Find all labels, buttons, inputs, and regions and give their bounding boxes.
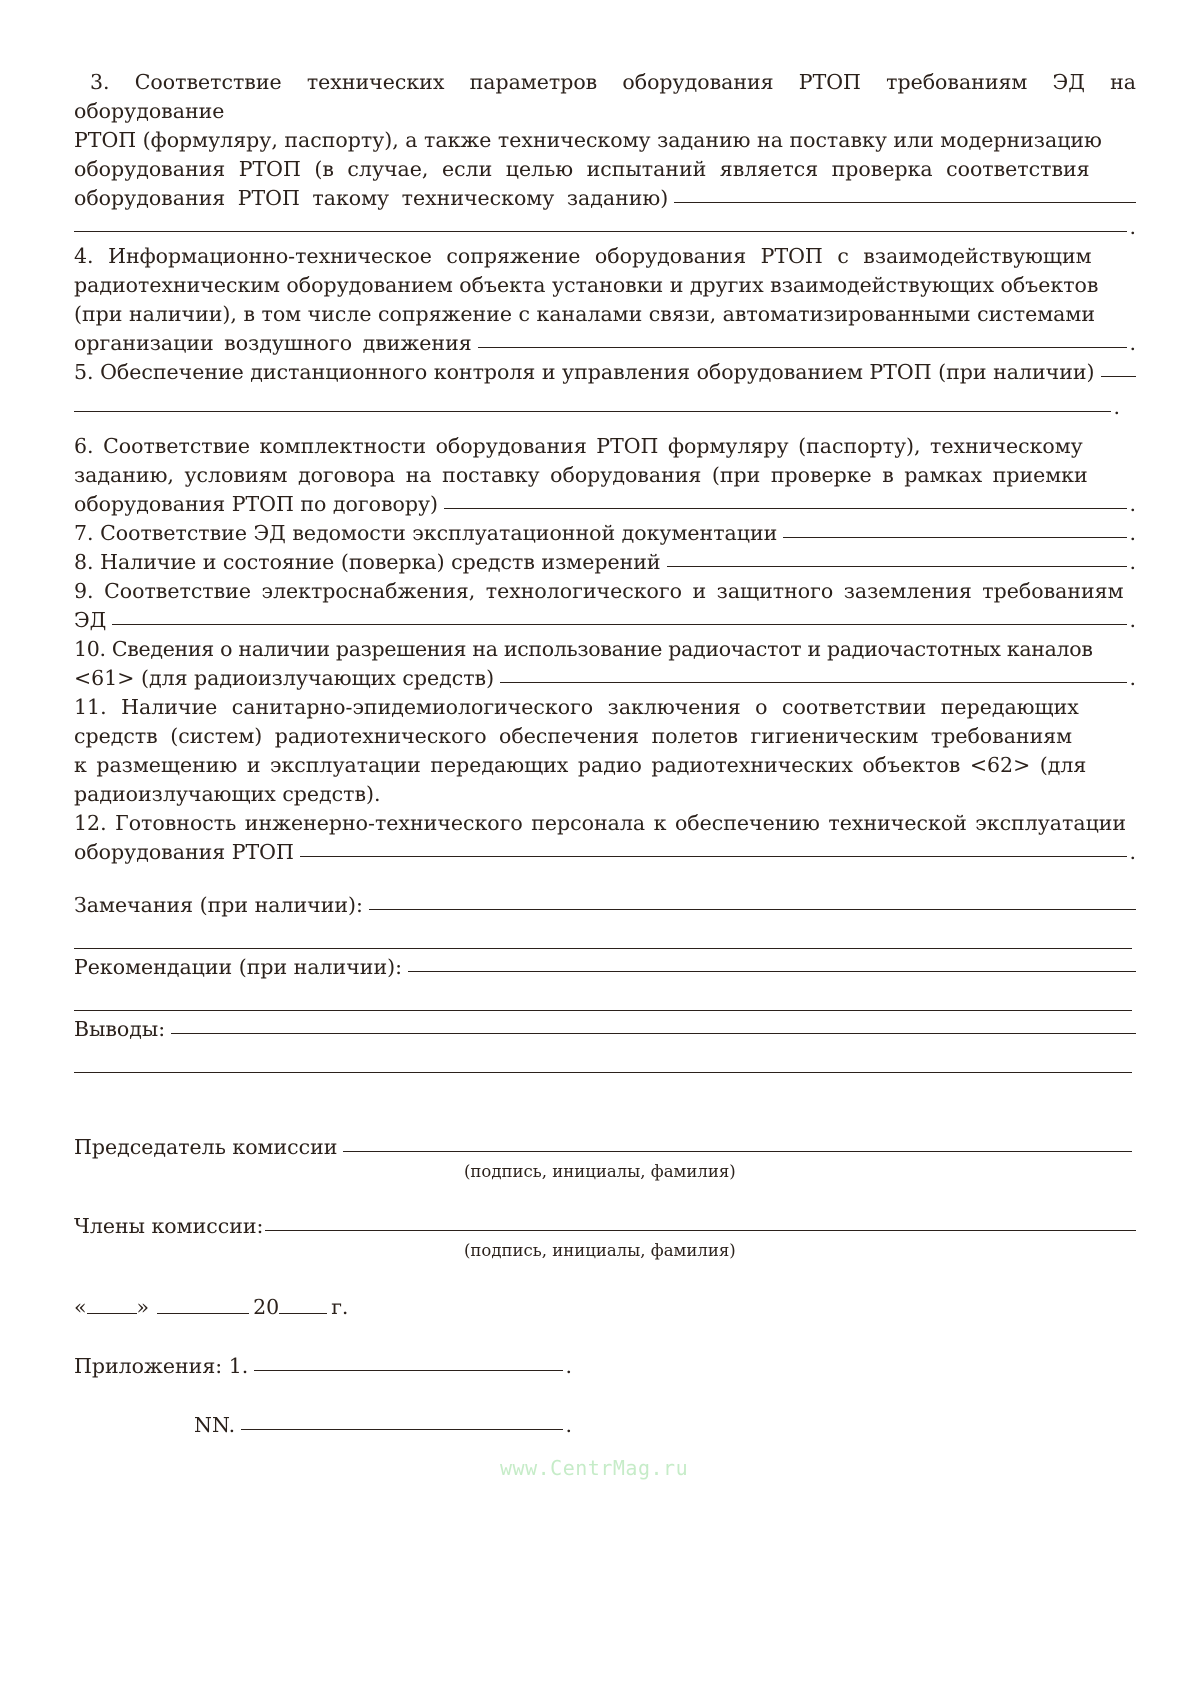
conclusions-field-line-2[interactable] <box>74 1072 1132 1073</box>
item-4-line-2: радиотехническим оборудованием объекта установки и других взаимодействующих объектов <box>74 273 1099 297</box>
item-10-line-1: 10. Сведения о наличии разрешения на использование радиочастот и радиочастотных каналов <box>74 637 1093 661</box>
conclusions-row <box>74 1015 1136 1044</box>
members-signature-field[interactable] <box>265 1230 1136 1231</box>
item-12-fill-row: оборудования РТОП . <box>74 840 1136 864</box>
item-7: 7. Соответствие ЭД ведомости эксплуатационной документации . <box>74 521 1136 545</box>
members-signature <box>74 1212 1136 1261</box>
item-4-fill-row: организации воздушного движения . <box>74 331 1136 355</box>
document-page <box>74 68 1136 1440</box>
item-5-blank[interactable] <box>1101 376 1136 377</box>
item-6-blank[interactable] <box>444 508 1127 509</box>
item-5 <box>74 358 1136 422</box>
item-9-line-1: 9. Соответствие электроснабжения, технологического и защитного заземления требованиям <box>74 579 1124 603</box>
item-4-line-3: (при наличии), в том числе сопряжение с каналами связи, автоматизированными системами <box>74 302 1095 326</box>
item-3-last-text: оборудования РТОП такому техническому заданию) <box>74 186 669 210</box>
item-3-line-3: оборудования РТОП (в случае, если целью испытаний является проверка соответствия <box>74 157 1090 181</box>
item-3-line-2: РТОП (формуляру, паспорту), а также техническому заданию на поставку или модернизацию <box>74 128 1102 152</box>
item-4-blank[interactable] <box>478 347 1128 348</box>
item-3-line-1: 3. Соответствие технических параметров оборудования РТОП требованиям ЭД на оборудование <box>74 70 1136 123</box>
item-6 <box>74 432 1136 519</box>
recommendations-section <box>74 953 1136 1011</box>
item-6-line-1: 6. Соответствие комплектности оборудования РТОП формуляру (паспорту), техническому <box>74 434 1083 458</box>
remarks-row <box>74 891 1136 920</box>
recommendations-row <box>74 953 1136 982</box>
chairman-caption: (подпись, инициалы, фамилия) <box>464 1162 736 1181</box>
item-5-fill-row-2: . <box>74 393 1120 422</box>
recommendations-field-line-2[interactable] <box>74 1010 1132 1011</box>
chairman-signature <box>74 1133 1136 1182</box>
item-12-blank[interactable] <box>300 856 1128 857</box>
members-caption: (подпись, инициалы, фамилия) <box>464 1241 736 1260</box>
remarks-section <box>74 891 1136 949</box>
item-4 <box>74 242 1136 358</box>
item-9-fill-row: ЭД . <box>74 608 1136 632</box>
item-8-blank[interactable] <box>667 566 1128 567</box>
members-label: Члены комиссии: <box>74 1214 264 1238</box>
remarks-field[interactable] <box>369 909 1136 910</box>
recommendations-field[interactable] <box>408 971 1136 972</box>
appendix-1-field[interactable] <box>254 1370 563 1371</box>
item-12 <box>74 809 1136 867</box>
appendix-nn-row: NN. . <box>194 1411 572 1440</box>
item-3 <box>74 68 1136 242</box>
appendix-nn-label: NN. <box>194 1413 236 1437</box>
item-11 <box>74 693 1136 809</box>
item-5-fill-row: 5. Обеспечение дистанционного контроля и управления оборудованием РТОП (при наличии) <box>74 358 1136 387</box>
appendices-label: Приложения: 1. <box>74 1354 249 1378</box>
date-row: « » 20 г. <box>74 1295 349 1319</box>
conclusions-section <box>74 1015 1136 1073</box>
item-3-fill-row-2: . <box>74 213 1136 242</box>
item-10-fill-row: <61> (для радиоизлучающих средств) . <box>74 666 1136 690</box>
conclusions-field[interactable] <box>171 1033 1136 1034</box>
item-11-line-1: 11. Наличие санитарно-эпидемиологического заключения о соответствии передающих <box>74 695 1079 719</box>
date-day-field[interactable] <box>87 1313 137 1314</box>
chairman-signature-field[interactable] <box>343 1151 1132 1152</box>
watermark: www.CentrMag.ru <box>500 1456 689 1480</box>
recommendations-label: Рекомендации (при наличии): <box>74 955 403 979</box>
remarks-field-line-2[interactable] <box>74 948 1132 949</box>
item-12-line-1: 12. Готовность инженерно-технического персонала к обеспечению технической эксплуатации <box>74 811 1127 835</box>
item-11-line-2: средств (систем) радиотехнического обеспечения полетов гигиеническим требованиям <box>74 724 1073 748</box>
item-3-blank[interactable] <box>674 202 1136 203</box>
members-row <box>74 1212 1136 1241</box>
item-8: 8. Наличие и состояние (поверка) средств измерений . <box>74 550 1136 574</box>
appendix-nn-field[interactable] <box>241 1429 563 1430</box>
date-year-field[interactable] <box>279 1313 327 1314</box>
item-3-fill-row <box>74 184 1136 213</box>
item-11-line-3: к размещению и эксплуатации передающих радио радиотехнических объектов <62> (для <box>74 753 1087 777</box>
chairman-label: Председатель комиссии <box>74 1135 338 1159</box>
item-11-line-4: радиоизлучающих средств). <box>74 782 381 806</box>
appendix-1-row: Приложения: 1. . <box>74 1352 572 1381</box>
item-7-blank[interactable] <box>783 537 1127 538</box>
item-9-blank[interactable] <box>112 624 1127 625</box>
item-10-blank[interactable] <box>500 682 1127 683</box>
item-4-line-1: 4. Информационно-техническое сопряжение оборудования РТОП с взаимодействующим <box>74 244 1092 268</box>
remarks-label: Замечания (при наличии): <box>74 893 363 917</box>
item-10 <box>74 635 1136 693</box>
item-5-blank-2[interactable] <box>74 411 1111 412</box>
item-6-line-2: заданию, условиям договора на поставку оборудования (при проверке в рамках приемки <box>74 463 1088 487</box>
date-month-field[interactable] <box>157 1313 249 1314</box>
item-3-blank-2[interactable] <box>74 231 1127 232</box>
chairman-row <box>74 1133 1132 1162</box>
item-6-fill-row: оборудования РТОП по договору) . <box>74 492 1136 516</box>
item-9 <box>74 577 1136 635</box>
conclusions-label: Выводы: <box>74 1017 166 1041</box>
